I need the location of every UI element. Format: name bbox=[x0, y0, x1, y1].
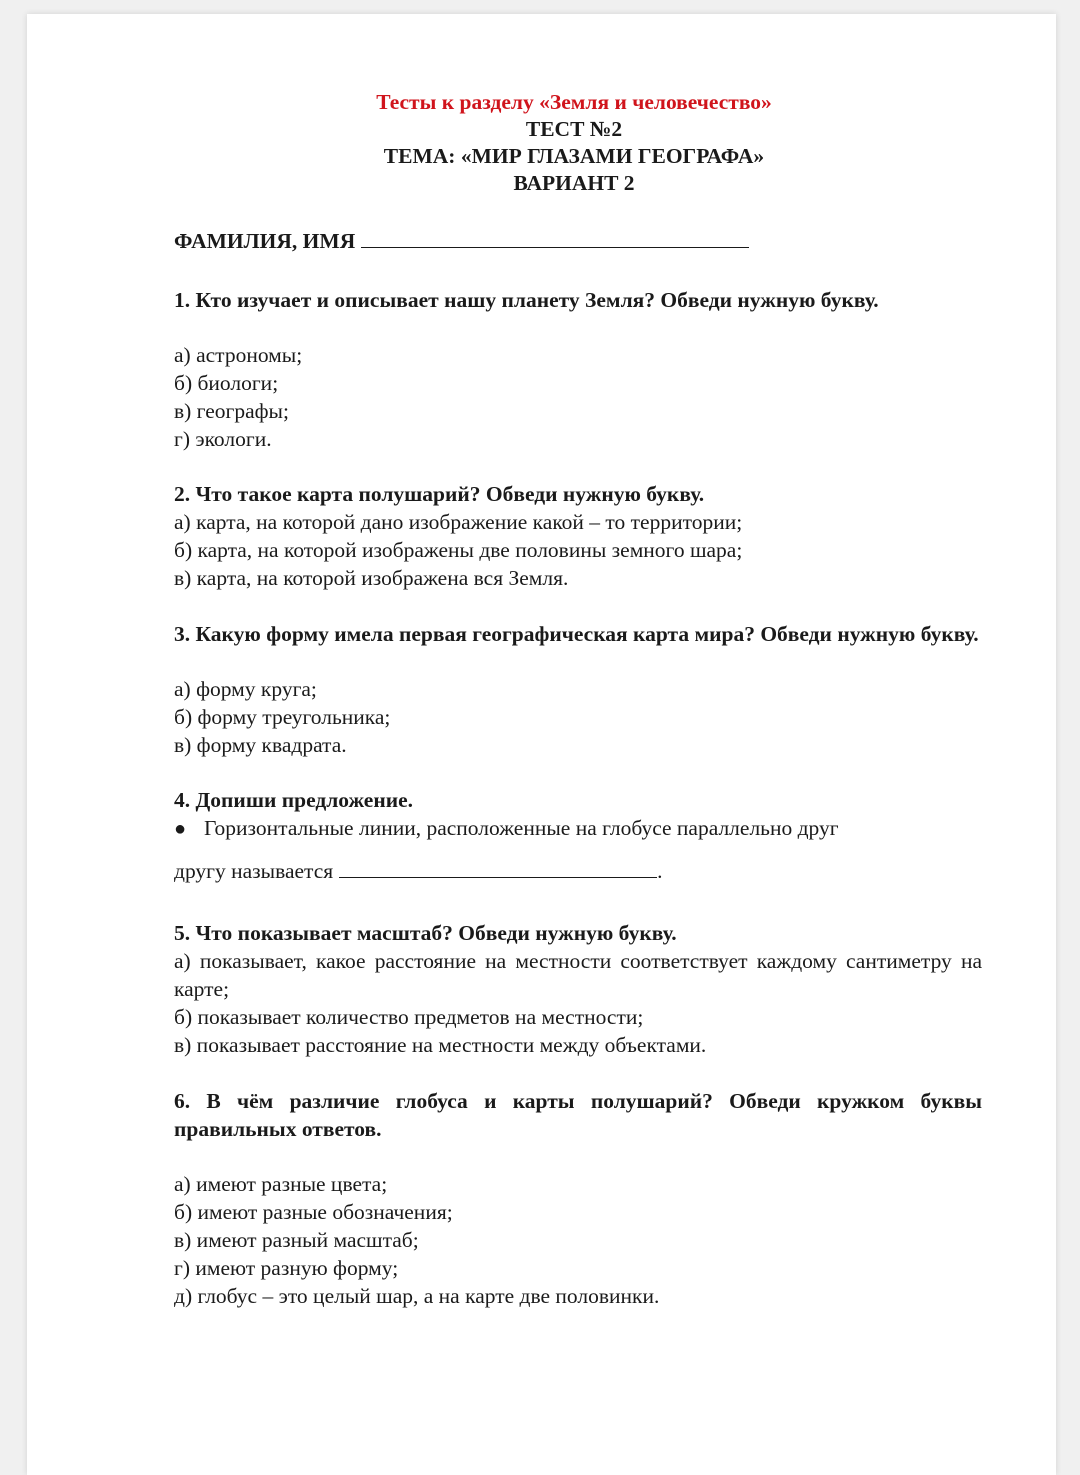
question-4-fill bbox=[174, 857, 982, 885]
test-variant: ВАРИАНТ 2 bbox=[513, 171, 635, 195]
question-1-answers bbox=[174, 341, 982, 453]
answer-5c: в) показывает расстояние на местности между объектами. bbox=[174, 1033, 707, 1057]
name-label: ФАМИЛИЯ, ИМЯ bbox=[174, 229, 356, 253]
document-content bbox=[174, 89, 982, 1310]
answer-3b: б) форму треугольника; bbox=[174, 705, 391, 729]
test-topic: ТЕМА: «МИР ГЛАЗАМИ ГЕОГРАФА» bbox=[383, 144, 765, 168]
answer-6e: д) глобус – это целый шар, а на карте две половинки. bbox=[174, 1284, 660, 1308]
answer-1a: а) астрономы; bbox=[174, 343, 303, 367]
answer-1d: г) экологи. bbox=[174, 427, 272, 451]
answer-6b: б) имеют разные обозначения; bbox=[174, 1200, 453, 1224]
answer-6d: г) имеют разную форму; bbox=[174, 1256, 399, 1280]
answer-2a: а) карта, на которой дано изображение какой – то территории; bbox=[174, 510, 743, 534]
answer-6c: в) имеют разный масштаб; bbox=[174, 1228, 419, 1252]
bullet-icon: ● bbox=[174, 818, 187, 840]
question-4-bullet bbox=[174, 814, 982, 843]
answer-3c: в) форму квадрата. bbox=[174, 733, 347, 757]
answer-2c: в) карта, на которой изображена вся Земля. bbox=[174, 566, 569, 590]
question-4-sentence: Горизонтальные линии, расположенные на глобусе параллельно друг bbox=[204, 816, 839, 840]
answer-5b: б) показывает количество предметов на местности; bbox=[174, 1005, 644, 1029]
answer-1c: в) географы; bbox=[174, 399, 289, 423]
question-4-blank-line[interactable] bbox=[339, 859, 657, 878]
question-2: 2. Что такое карта полушарий? Обведи нужную букву. bbox=[174, 482, 705, 506]
question-3-answers bbox=[174, 675, 982, 759]
section-title: Тесты к разделу «Земля и человечество» bbox=[376, 90, 772, 114]
question-4-period: . bbox=[657, 859, 663, 883]
question-3: 3. Какую форму имела первая географическая карта мира? Обведи нужную букву. bbox=[174, 622, 979, 646]
test-number: ТЕСТ №2 bbox=[525, 117, 623, 141]
document-header bbox=[166, 89, 982, 197]
answer-3a: а) форму круга; bbox=[174, 677, 317, 701]
question-4: 4. Допиши предложение. bbox=[174, 788, 414, 812]
answer-2b: б) карта, на которой изображены две половины земного шара; bbox=[174, 538, 743, 562]
question-6-answers bbox=[174, 1170, 982, 1310]
question-4-continuation: другу называется bbox=[174, 859, 334, 883]
name-blank-line[interactable] bbox=[361, 227, 749, 248]
document-page bbox=[27, 14, 1056, 1475]
question-6: 6. В чём различие глобуса и карты полушарий? Обведи кружком буквы правильных ответов. bbox=[174, 1089, 982, 1141]
question-2-answers bbox=[174, 508, 982, 592]
answer-5a: а) показывает, какое расстояние на местности соответствует каждому сантиметру на карте; bbox=[174, 949, 982, 1001]
question-5: 5. Что показывает масштаб? Обведи нужную букву. bbox=[174, 921, 677, 945]
name-field bbox=[174, 227, 982, 255]
answer-1b: б) биологи; bbox=[174, 371, 279, 395]
question-1: 1. Кто изучает и описывает нашу планету Земля? Обведи нужную букву. bbox=[174, 288, 879, 312]
answer-6a: а) имеют разные цвета; bbox=[174, 1172, 388, 1196]
question-5-answers bbox=[174, 947, 982, 1059]
